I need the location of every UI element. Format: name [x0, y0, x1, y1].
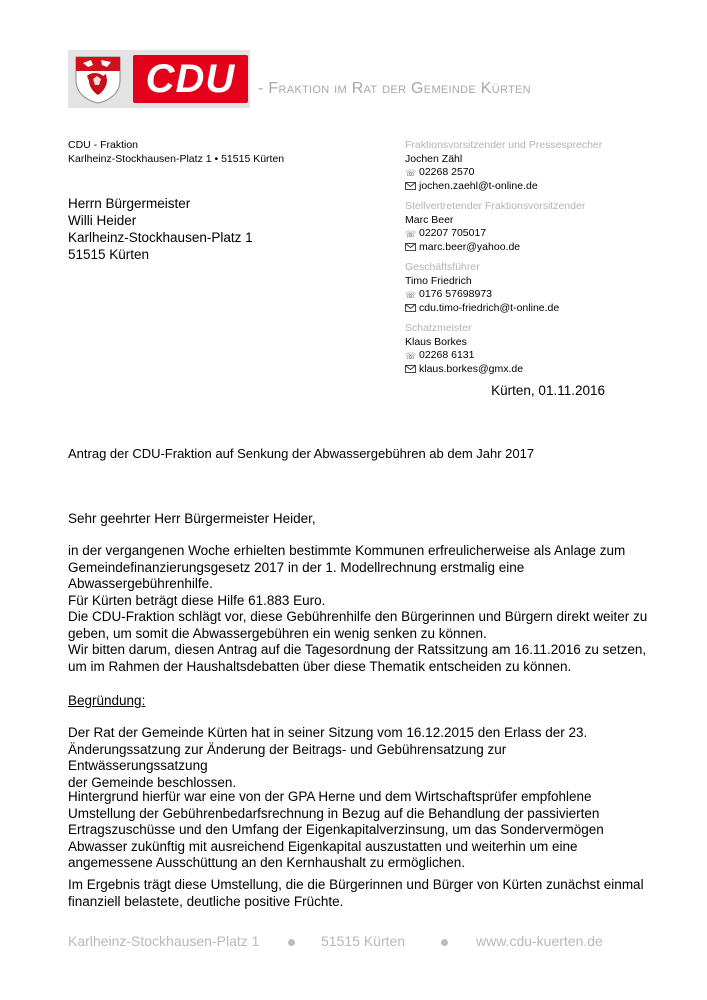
contact-email	[405, 241, 665, 255]
text-line: Änderungssatzung zur Änderung der Beitrags- und Gebührensatzung zur Entwässerungssatzung	[68, 741, 507, 773]
recipient-line: 51515 Kürten	[68, 247, 150, 262]
contact-phone	[405, 227, 665, 241]
contact-role: Schatzmeister	[405, 322, 472, 334]
contact-list	[405, 139, 665, 383]
contact-entry	[405, 261, 665, 315]
text-line: Für Kürten beträgt diese Hilfe 61.883 Euro.	[68, 592, 326, 608]
phone-number: 02207 705017	[419, 227, 487, 239]
text-line: in der vergangenen Woche erhielten bestimmte Kommunen erfreulicherweise als Anlage zum	[68, 543, 626, 558]
text-line: der Gemeinde beschlossen.	[68, 774, 237, 790]
email-link[interactable]: cdu.timo-friedrich@t-online.de	[419, 301, 560, 314]
text-line: Der Rat der Gemeinde Kürten hat in seiner Sitzung vom 16.12.2015 den Erlass der 23.	[68, 725, 588, 740]
recipient-address	[68, 195, 253, 263]
contact-name: Marc Beer	[405, 213, 454, 226]
phone-icon: ☏	[405, 289, 417, 300]
text-line: finanziell belastete, deutliche positive Früchte.	[68, 893, 344, 909]
contact-email	[405, 363, 665, 377]
email-link[interactable]: marc.beer@yahoo.de	[419, 240, 521, 253]
recipient-line: Willi Heider	[68, 213, 137, 228]
headline-text: - Fraktion im Rat der Gemeinde Kürten	[258, 80, 531, 97]
text-line: Hintergrund hierfür war eine von der GPA Herne und dem Wirtschaftsprüfer empfohlene	[68, 789, 592, 804]
separator-dot	[441, 939, 448, 946]
salutation: Sehr geehrter Herr Bürgermeister Heider,	[68, 511, 316, 526]
section-heading-begruendung: Begründung:	[68, 693, 146, 708]
contact-name: Timo Friedrich	[405, 274, 472, 287]
envelope-icon	[405, 304, 416, 312]
phone-icon: ☏	[405, 228, 417, 239]
contact-role: Geschäftsführer	[405, 261, 480, 273]
sender-line: Karlheinz-Stockhausen-Platz 1 • 51515 Kürten	[68, 153, 285, 165]
contact-phone	[405, 349, 665, 363]
envelope-icon	[405, 365, 416, 373]
paragraph-council	[68, 725, 648, 791]
paragraph-background	[68, 789, 648, 872]
phone-number: 02268 2570	[419, 166, 475, 178]
phone-number: 02268 6131	[419, 349, 475, 361]
paragraph-intro	[68, 543, 648, 675]
sender-line: CDU - Fraktion	[68, 139, 139, 151]
phone-number: 0176 57698973	[419, 288, 492, 300]
contact-entry	[405, 322, 665, 376]
email-link[interactable]: klaus.borkes@gmx.de	[419, 362, 524, 375]
contact-phone	[405, 166, 665, 180]
contact-name: Jochen Zähl	[405, 152, 463, 165]
phone-icon: ☏	[405, 350, 417, 361]
separator-dot	[288, 939, 295, 946]
footer-website[interactable]: www.cdu-kuerten.de	[476, 933, 603, 949]
contact-entry	[405, 139, 665, 193]
envelope-icon	[405, 243, 416, 251]
footer-city: 51515 Kürten	[321, 933, 406, 949]
contact-email	[405, 180, 665, 194]
contact-role: Stellvertretender Fraktionsvorsitzender	[405, 200, 586, 212]
letter-subject: Antrag der CDU-Fraktion auf Senkung der Abwassergebühren ab dem Jahr 2017	[68, 446, 535, 461]
text-line: Abwasser zukünftig mit ausreichend Eigenkapital auszustatten und weiterhin um eine	[68, 838, 578, 854]
footer-address: Karlheinz-Stockhausen-Platz 1	[68, 933, 260, 949]
letter-date: Kürten, 01.11.2016	[491, 383, 605, 398]
text-line: Umstellung der Gebührenbedarfsrechnung in Bezug auf die Behandlung der passivierten	[68, 805, 600, 821]
page-headline	[258, 80, 531, 98]
text-line: Abwassergebührenhilfe.	[68, 576, 213, 591]
text-line: Gemeindefinanzierungsgesetz 2017 in der 1. Modellrechnung erstmalig eine	[68, 559, 525, 575]
text-line: Die CDU-Fraktion schlägt vor, diese Gebührenhilfe den Bürgerinnen und Bürgern direkt weiter zu	[68, 609, 648, 624]
contact-name: Klaus Borkes	[405, 335, 467, 348]
text-line: angemessene Ausschüttung an den Kernhaushalt zu ermöglichen.	[68, 855, 466, 870]
contact-role: Fraktionsvorsitzender und Pressesprecher	[405, 139, 603, 151]
contact-entry	[405, 200, 665, 254]
contact-phone	[405, 288, 665, 302]
email-link[interactable]: jochen.zaehl@t-online.de	[419, 179, 538, 192]
paragraph-result	[68, 877, 648, 910]
text-line: Ertragszuschüsse und den Umfang der Eigenkapitalverzinsung, um das Sondervermögen	[68, 822, 604, 837]
recipient-line: Karlheinz-Stockhausen-Platz 1	[68, 230, 253, 245]
coat-of-arms-icon	[73, 54, 123, 104]
text-line: Im Ergebnis trägt diese Umstellung, die die Bürgerinnen und Bürger von Kürten zunächst einmal	[68, 877, 644, 892]
text-line: um im Rahmen der Haushaltsdebatten über diese Thematik entscheiden zu können.	[68, 658, 572, 674]
cdu-logo: CDU	[133, 55, 248, 103]
envelope-icon	[405, 182, 416, 190]
sender-block	[68, 138, 284, 166]
text-line: geben, um somit die Abwassergebühren ein wenig senken zu können.	[68, 625, 487, 641]
recipient-line: Herrn Bürgermeister	[68, 196, 191, 211]
contact-email	[405, 302, 665, 316]
phone-icon: ☏	[405, 167, 417, 178]
text-line: Wir bitten darum, diesen Antrag auf die Tagesordnung der Ratssitzung am 16.11.2016 zu setzen,	[68, 642, 647, 657]
